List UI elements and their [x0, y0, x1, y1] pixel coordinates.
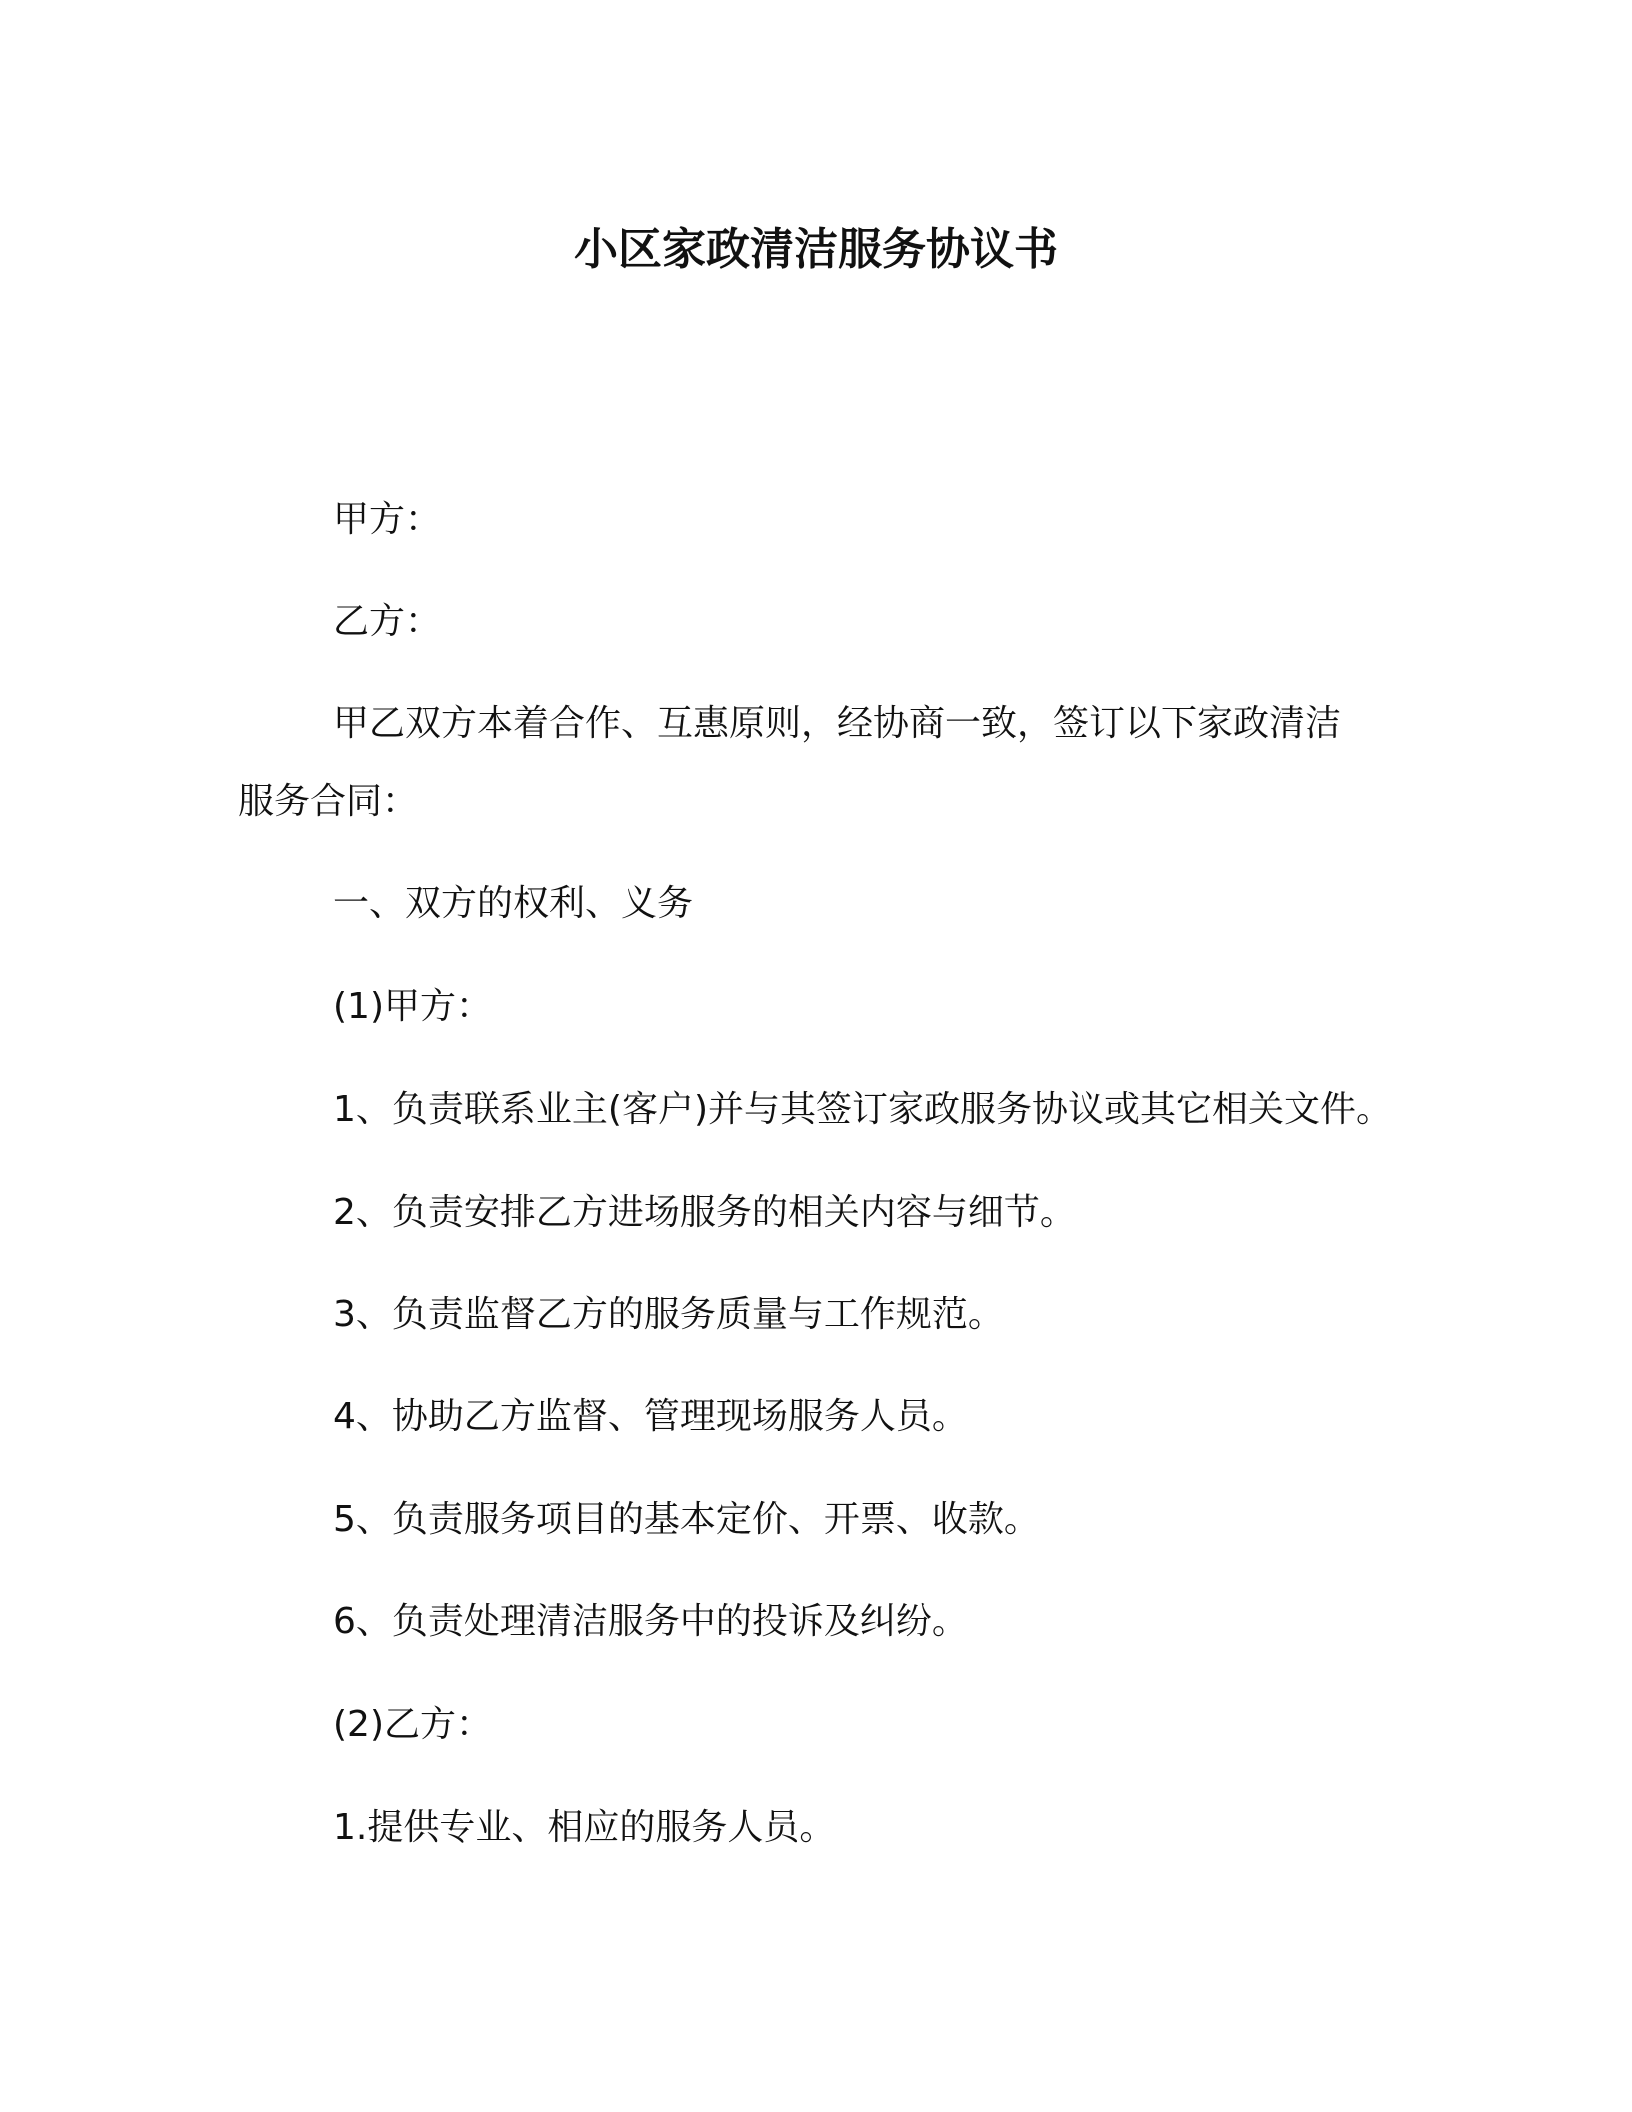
intro-paragraph-line-1: 甲乙双方本着合作、互惠原则，经协商一致，签订以下家政清洁	[333, 703, 1342, 744]
party-b-label: 乙方：	[333, 601, 442, 642]
list-item: 1.提供专业、相应的服务人员。	[333, 1807, 836, 1848]
list-item: 6、负责处理清洁服务中的投诉及纠纷。	[333, 1601, 968, 1642]
document-title: 小区家政清洁服务协议书	[574, 224, 1058, 275]
subsection-heading-party-a: (1)甲方：	[333, 986, 492, 1027]
list-item: 1、负责联系业主(客户)并与其签订家政服务协议或其它相关文件。	[333, 1089, 1392, 1130]
list-item: 2、负责安排乙方进场服务的相关内容与细节。	[333, 1192, 1076, 1233]
subsection-heading-party-b: (2)乙方：	[333, 1704, 492, 1745]
party-a-label: 甲方：	[333, 499, 442, 540]
list-item: 3、负责监督乙方的服务质量与工作规范。	[333, 1294, 1004, 1335]
intro-paragraph-line-2: 服务合同：	[238, 781, 419, 822]
list-item: 5、负责服务项目的基本定价、开票、收款。	[333, 1499, 1040, 1540]
list-item: 4、协助乙方监督、管理现场服务人员。	[333, 1396, 968, 1437]
section-heading: 一、双方的权利、义务	[333, 883, 694, 924]
